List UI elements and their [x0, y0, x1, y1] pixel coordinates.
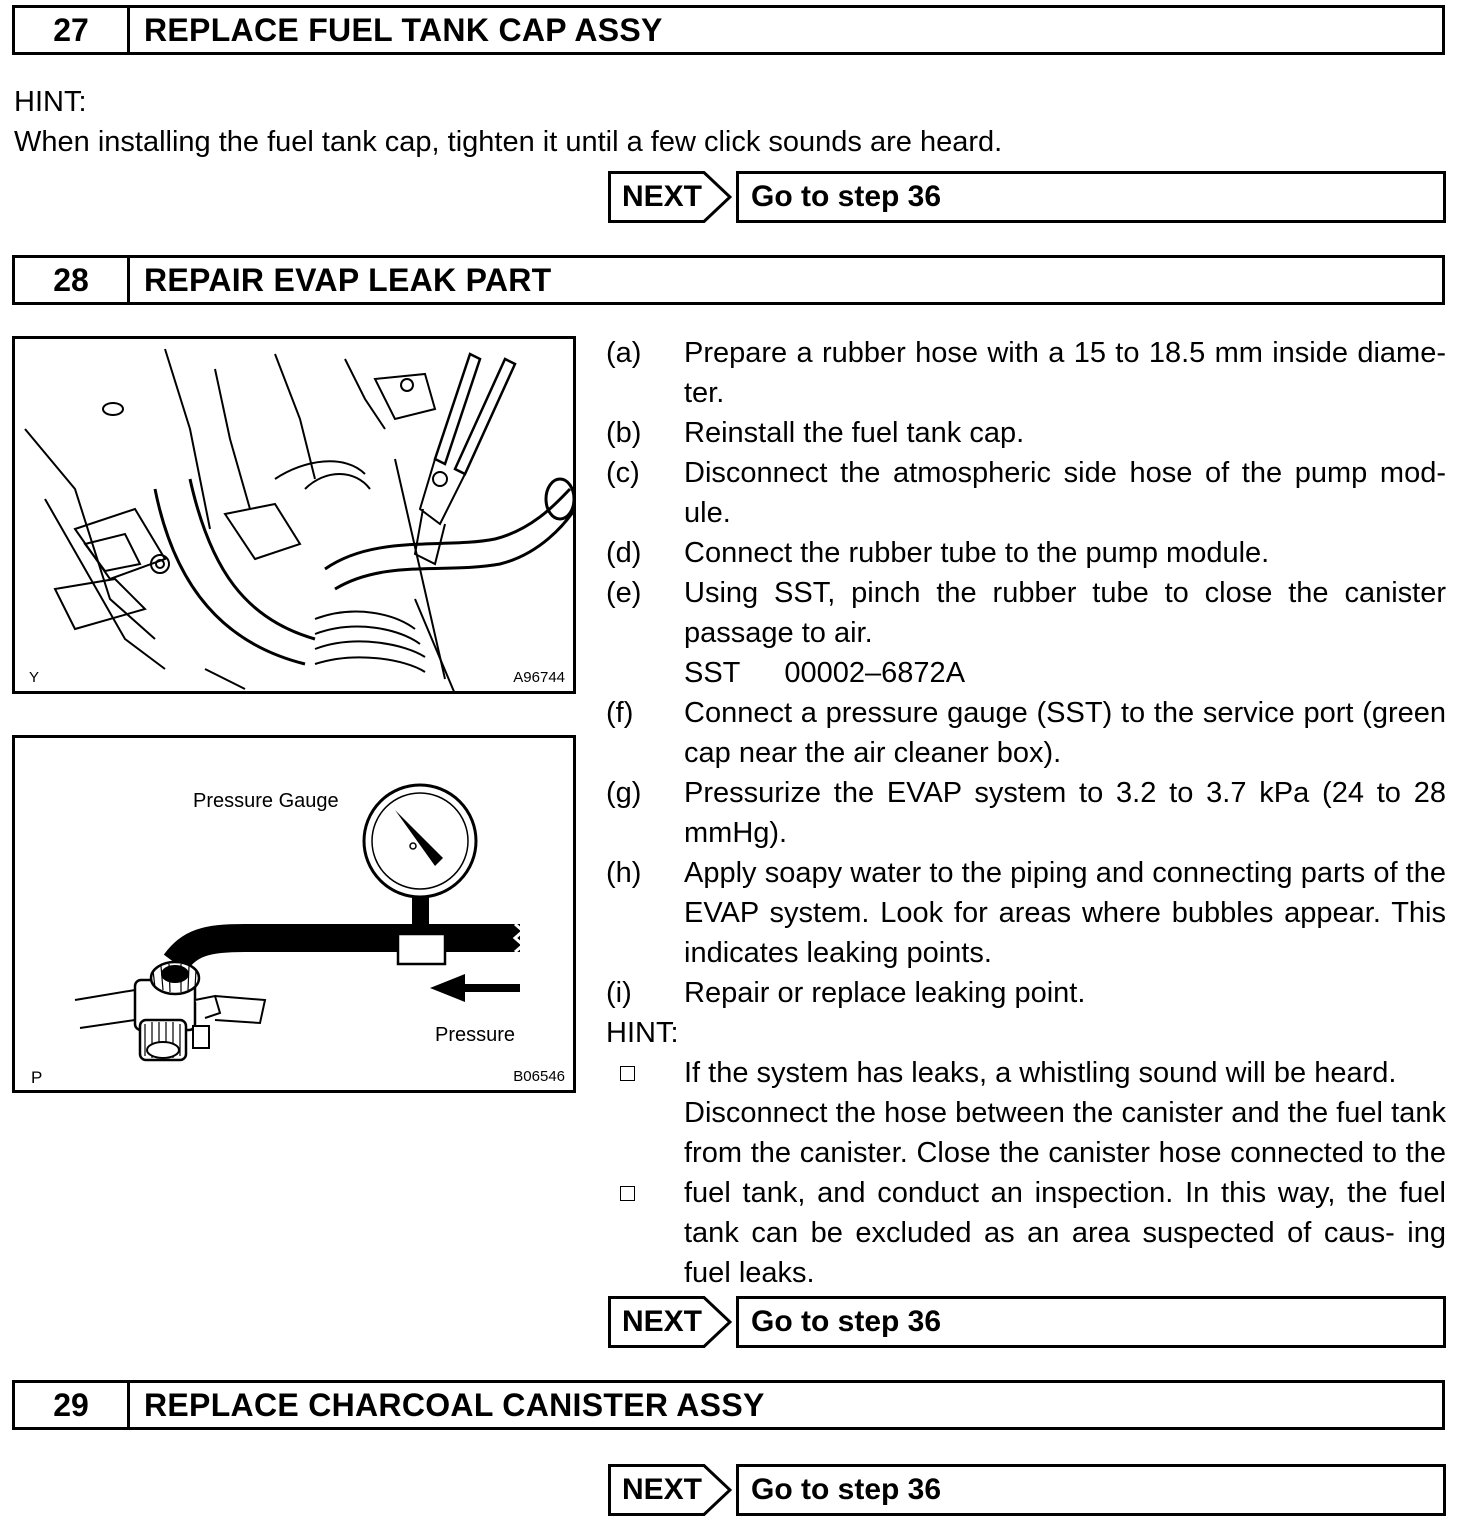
go-to-step-link[interactable]: Go to step 36: [736, 1464, 1446, 1516]
step-27-hint-label: HINT:: [14, 86, 87, 118]
item-text: Pressurize the EVAP system to 3.2 to 3.7 kPa (24 to 28 mmHg).: [684, 777, 1446, 849]
list-item: [606, 453, 1446, 533]
list-item: [606, 573, 1446, 653]
engine-bay-illustration: [15, 339, 576, 694]
list-item: [606, 773, 1446, 853]
item-letter: (g): [606, 777, 642, 809]
figure-pressure-gauge: [12, 735, 576, 1093]
item-letter: (i): [606, 977, 632, 1009]
item-text: Apply soapy water to the piping and connecting parts of the EVAP system. Look for areas where bubbles appear. This indicates leaking points.: [684, 857, 1446, 969]
hint-item: [606, 1053, 1446, 1093]
step-title: REPLACE CHARCOAL CANISTER ASSY: [144, 1386, 765, 1423]
item-letter: (a): [606, 337, 642, 369]
step-28-instructions: [606, 333, 1446, 1293]
item-letter: (f): [606, 697, 634, 729]
item-letter: (d): [606, 537, 642, 569]
item-text: Disconnect the atmospheric side hose of the pump mod- ule.: [684, 457, 1446, 529]
gauge-label: Pressure Gauge: [193, 790, 339, 812]
list-item: [606, 333, 1446, 413]
step-27-hint-text: When installing the fuel tank cap, tighten it until a few click sounds are heard.: [14, 126, 1003, 158]
step-28-hint-label: HINT:: [606, 1017, 679, 1049]
hint-text: If the system has leaks, a whistling sound will be heard.: [684, 1057, 1397, 1089]
next-label: NEXT: [622, 1305, 703, 1338]
pressure-label: Pressure: [435, 1024, 516, 1046]
item-text: Connect a pressure gauge (SST) to the service port (green cap near the air cleaner box).: [684, 697, 1446, 769]
step-28-header: [12, 255, 1445, 305]
next-button[interactable]: [608, 1464, 728, 1516]
list-item: [606, 533, 1446, 573]
step-29-next-row[interactable]: [608, 1464, 1446, 1516]
list-item: [606, 693, 1446, 773]
bullet-square-icon: [606, 1053, 684, 1093]
step-number: 27: [15, 8, 130, 52]
item-letter: (h): [606, 857, 642, 889]
step-27-header: [12, 5, 1445, 55]
sst-part-number: [606, 653, 1446, 693]
item-text: Reinstall the fuel tank cap.: [684, 417, 1025, 449]
list-item: [606, 413, 1446, 453]
step-title: REPLACE FUEL TANK CAP ASSY: [144, 11, 663, 48]
item-letter: (c): [606, 457, 640, 489]
next-button[interactable]: [608, 1296, 728, 1348]
next-label: NEXT: [622, 180, 703, 213]
figure-corner-mark: Y: [29, 669, 40, 686]
item-letter: (b): [606, 417, 642, 449]
step-number: 28: [15, 258, 130, 302]
item-letter: (e): [606, 577, 642, 609]
next-button[interactable]: [608, 171, 728, 223]
list-item: [606, 853, 1446, 973]
figure-code: B06546: [513, 1068, 565, 1085]
hint-item: [606, 1093, 1446, 1293]
step-27-next-row[interactable]: [608, 171, 1446, 223]
figure-code: A96744: [513, 669, 565, 686]
go-to-step-link[interactable]: Go to step 36: [736, 1296, 1446, 1348]
step-number: 29: [15, 1383, 130, 1427]
figure-corner-mark: P: [31, 1068, 43, 1087]
sst-part: 00002–6872A: [784, 657, 966, 689]
step-28-next-row[interactable]: [608, 1296, 1446, 1348]
item-text: Using SST, pinch the rubber tube to close the canister passage to air.: [684, 577, 1446, 649]
item-text: Prepare a rubber hose with a 15 to 18.5 mm inside diame- ter.: [684, 337, 1446, 409]
hint-text: Disconnect the hose between the canister and the fuel tank from the canister. Close the canister hose connected to the fuel tank, and conduct an inspection. In this way, the fuel tank can be excluded as an area suspected of caus- ing fuel leaks.: [684, 1097, 1446, 1289]
bullet-square-icon: [606, 1093, 684, 1293]
sst-label: SST: [684, 657, 741, 689]
figure-sst-pinch-hose: [12, 336, 576, 694]
next-label: NEXT: [622, 1473, 703, 1506]
item-text: Connect the rubber tube to the pump module.: [684, 537, 1270, 569]
step-title: REPAIR EVAP LEAK PART: [144, 261, 552, 298]
list-item: [606, 973, 1446, 1013]
go-to-step-link[interactable]: Go to step 36: [736, 171, 1446, 223]
pressure-arrow-icon: [430, 974, 520, 1002]
item-text: Repair or replace leaking point.: [684, 977, 1086, 1009]
step-29-header: [12, 1380, 1445, 1430]
